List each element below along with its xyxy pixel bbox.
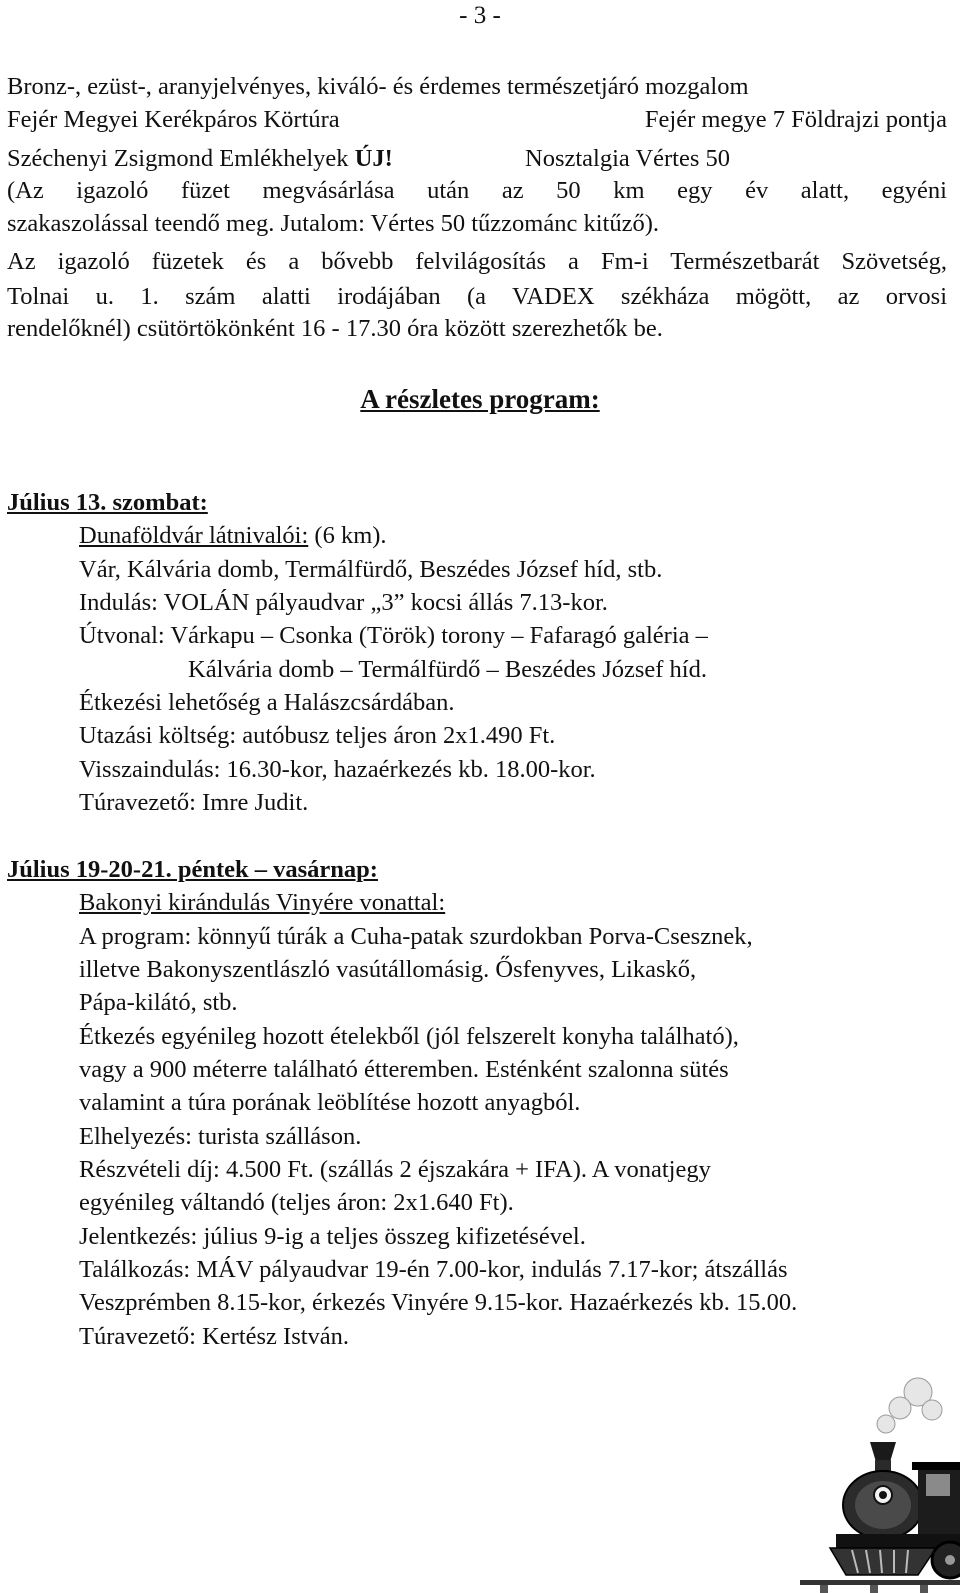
event1-title bbox=[79, 520, 387, 552]
intro-line-8: rendelőknél) csütörtökönként 16 - 17.30 óra között szerezhetők be. bbox=[7, 315, 663, 342]
event2-line: Elhelyezés: turista szálláson. bbox=[79, 1123, 362, 1150]
event2-line: illetve Bakonyszentlászló vasútállomásig. Ősfenyves, Likaskő, bbox=[79, 956, 697, 983]
intro-line-7: Tolnai u. 1. szám alatti irodájában (a VADEX székháza mögött, az orvosi bbox=[7, 283, 947, 310]
event2-line: Találkozás: MÁV pályaudvar 19-én 7.00-kor, indulás 7.17-kor; átszállás bbox=[79, 1256, 788, 1283]
event1-line: Indulás: VOLÁN pályaudvar „3” kocsi állás 7.13-kor. bbox=[79, 589, 608, 616]
event2-line: valamint a túra porának leöblítése hozott anyagból. bbox=[79, 1089, 581, 1116]
event2-line: Jelentkezés: július 9-ig a teljes összeg kifizetésével. bbox=[79, 1223, 586, 1250]
event2-line: Túravezető: Kertész István. bbox=[79, 1323, 350, 1350]
event2-line: Veszprémben 8.15-kor, érkezés Vinyére 9.15-kor. Hazaérkezés kb. 15.00. bbox=[79, 1289, 798, 1316]
event2-line: egyénileg váltandó (teljes áron: 2x1.640 Ft). bbox=[79, 1189, 514, 1216]
intro-line-2-left: Fejér Megyei Kerékpáros Körtúra bbox=[7, 106, 340, 133]
event1-line: Túravezető: Imre Judit. bbox=[79, 789, 309, 816]
event2-line: Étkezés egyénileg hozott ételekből (jól felszerelt konyha található), bbox=[79, 1023, 739, 1050]
event2-line: Részvételi díj: 4.500 Ft. (szállás 2 éjszakára + IFA). A vonatjegy bbox=[79, 1156, 711, 1183]
intro-line-6: Az igazoló füzetek és a bővebb felvilágosítás a Fm-i Természetbarát Szövetség, bbox=[7, 248, 947, 275]
intro-line-4: (Az igazoló füzet megvásárlása után az 50 km egy év alatt, egyéni bbox=[7, 177, 947, 204]
event1-title-suffix: (6 km). bbox=[308, 522, 387, 549]
event1-line: Vár, Kálvária domb, Termálfürdő, Beszédes József híd, stb. bbox=[79, 556, 663, 583]
event2-date: Július 19-20-21. péntek – vasárnap: bbox=[7, 856, 378, 883]
section-title: A részletes program: bbox=[360, 384, 600, 414]
page-number: - 3 - bbox=[459, 2, 501, 29]
event1-line: Útvonal: Várkapu – Csonka (Török) torony – Fafaragó galéria – bbox=[79, 622, 708, 649]
event1-line: Utazási költség: autóbusz teljes áron 2x1.490 Ft. bbox=[79, 722, 556, 749]
event1-line: Étkezési lehetőség a Halászcsárdában. bbox=[79, 689, 455, 716]
steam-locomotive-icon bbox=[800, 1370, 960, 1593]
event1-date: Július 13. szombat: bbox=[7, 489, 208, 516]
event1-line: Visszaindulás: 16.30-kor, hazaérkezés kb. 18.00-kor. bbox=[79, 756, 596, 783]
event2-line: A program: könnyű túrák a Cuha-patak szurdokban Porva-Csesznek, bbox=[79, 923, 753, 950]
event1-line: Kálvária domb – Termálfürdő – Beszédes József híd. bbox=[188, 656, 707, 683]
intro-line-2 bbox=[7, 104, 947, 136]
event2-line: Pápa-kilátó, stb. bbox=[79, 989, 238, 1016]
intro-line-3 bbox=[7, 143, 947, 175]
intro-line-2-right: Fejér megye 7 Földrajzi pontja bbox=[644, 106, 947, 133]
intro-line-1: Bronz-, ezüst-, aranyjelvényes, kiváló- és érdemes természetjáró mozgalom bbox=[7, 73, 749, 100]
intro-line-3-left: Széchenyi Zsigmond Emlékhelyek bbox=[7, 145, 355, 172]
event2-line: vagy a 900 méterre található étteremben. Esténként szalonna sütés bbox=[79, 1056, 729, 1083]
event2-title: Bakonyi kirándulás Vinyére vonattal: bbox=[79, 889, 446, 916]
new-badge: ÚJ! bbox=[354, 145, 393, 172]
event1-title-text: Dunaföldvár látnivalói: bbox=[79, 522, 309, 549]
intro-line-3-right: Nosztalgia Vértes 50 bbox=[525, 145, 731, 172]
intro-line-5: szakaszolással teendő meg. Jutalom: Vértes 50 tűzzománc kitűző). bbox=[7, 210, 660, 237]
